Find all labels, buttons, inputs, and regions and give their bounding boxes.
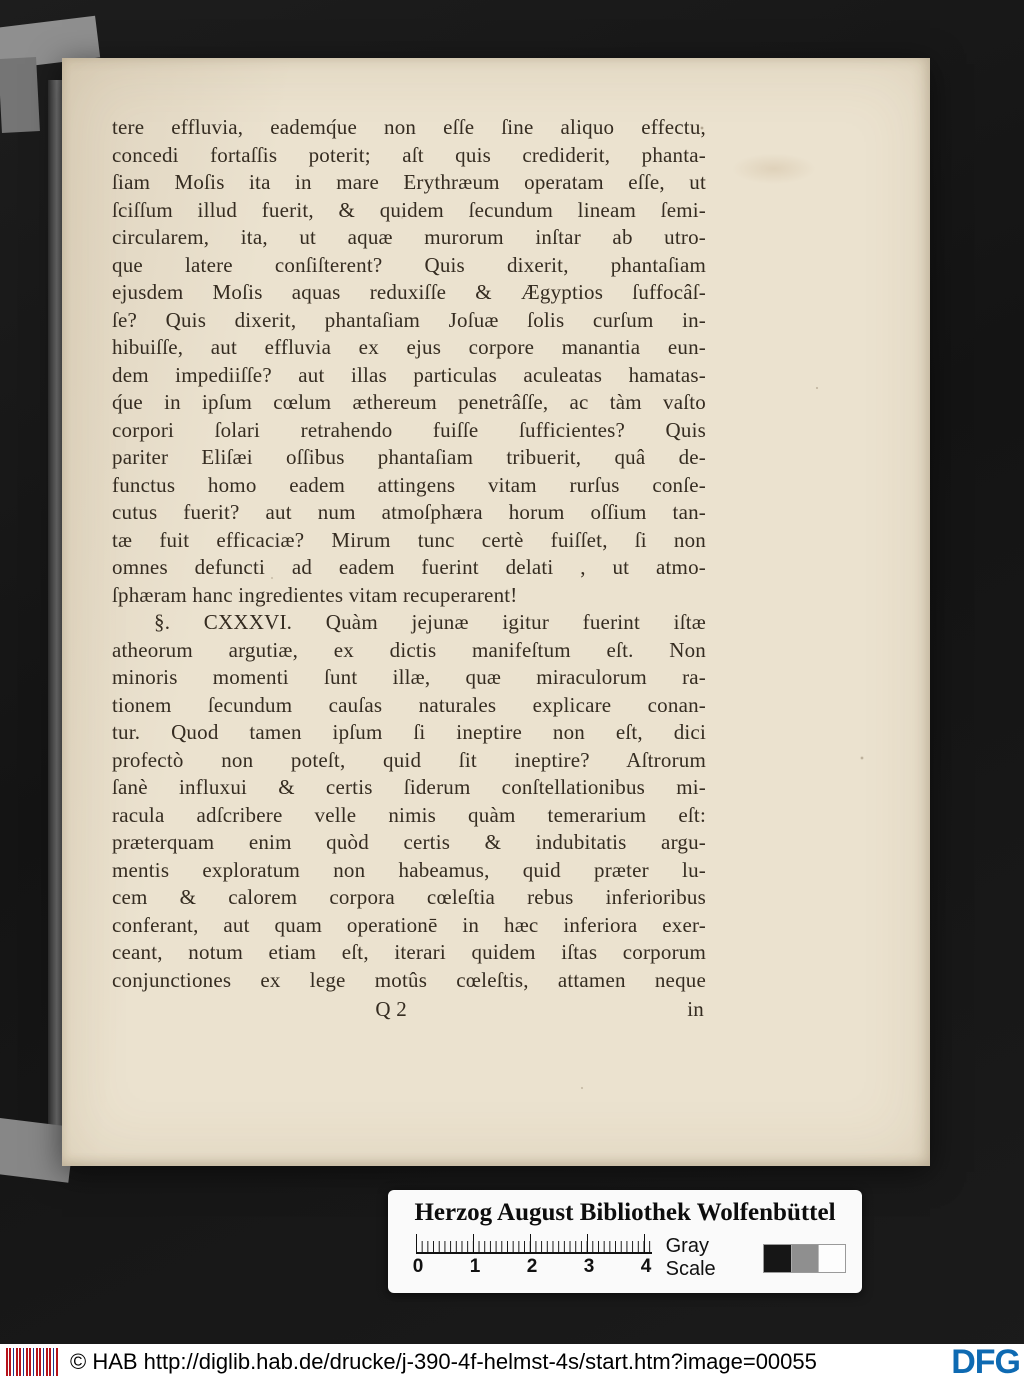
hab-barcode-icon [6,1348,58,1376]
text-line: ſanè influxui & certis ſiderum conſtellationibus mi- [112,775,706,799]
text-line: ſciſſum illud fuerit, & quidem ſecundum lineam ſemi- [112,197,706,222]
copyright-url: © HAB http://diglib.hab.de/drucke/j-390-4f-helmst-4s/start.htm?image=00055 [70,1349,817,1374]
ruler-number: 2 [526,1256,538,1277]
text-line: ſphæram hanc ingredientes vitam recuperarent! [112,582,518,607]
dfg-logo: DFG [951,1342,1020,1380]
gray-scale-label: Gray Scale [665,1235,716,1280]
text-line: racula adſcribere velle nimis quàm temerarium eſt: [112,802,706,827]
text-line: concedi fortaſſis poterit; aſt quis crediderit, phanta- [112,142,706,167]
calibration-card [388,1190,862,1293]
text-line: tur. Quod tamen ipſum ſi ineptire non eſt, dici [112,720,706,744]
text-line: corpori ſolari retrahendo fuiſſe ſufficientes? Quis [112,417,706,442]
underlying-page-edge [0,57,40,133]
text-line: conferant, aut quam operationē in hæc inferiora exer- [112,912,706,937]
ruler-number: 1 [469,1256,481,1277]
signature-row [112,996,706,1024]
text-line: que latere conſiſterent? Quis dixerit, phantaſiam [112,252,706,277]
swatch-black [764,1245,791,1272]
text-line: cutus fuerit? aut num atmoſphæra horum oſſium tan- [112,500,706,524]
text-line: q́ue in ipſum cœlum æthereum penetrâſſe, ac tàm vaſto [112,390,706,414]
text-line: profectò non poteſt, quid ſit ineptire? Aſtrorum [112,747,706,772]
text-line: tere effluvia, eademq́ue non eſſe ſine aliquo effectu, [112,115,706,139]
text-line: conjunctiones ex lege motûs cœleſtis, attamen neque [112,967,706,992]
text-line: dem impediiſſe? aut illas particulas aculeatas hamatas- [112,362,706,387]
ruler [412,1234,652,1280]
text-line: functus homo eadem attingens vitam rurſus conſe- [112,472,706,497]
swatch-gray [791,1245,818,1272]
catchword: in [687,997,704,1021]
library-name: Herzog August Bibliothek Wolfenbüttel [414,1199,836,1226]
text-line: præterquam enim quòd certis & indubitatis argu- [112,830,706,854]
text-line: ejusdem Moſis aquas reduxiſſe & Ægyptios ſuffocâſ- [112,280,706,304]
text-line: minoris momenti ſunt illæ, quæ miraculorum ra- [112,665,706,689]
text-line: tionem ſecundum cauſas naturales explicare conan- [112,692,706,717]
text-line: circularem, ita, ut aquæ murorum inſtar ab utro- [112,225,706,249]
text-line: ceant, notum etiam eſt, iterari quidem iſtas corporum [112,940,706,964]
ruler-number: 3 [583,1256,595,1277]
text-line: ſe? Quis dixerit, phantaſiam Joſuæ ſolis curſum in- [112,307,706,332]
ruler-numbers [412,1256,652,1280]
text-line: hibuiſſe, aut effluvia ex ejus corpore manantia eun- [112,335,706,359]
gray-scale-swatches [763,1244,846,1273]
section-heading-line: §. CXXXVI. Quàm jejunæ igitur fuerint iſtæ [154,610,706,634]
ruler-ticks [416,1234,652,1254]
text-line: mentis exploratum non habeamus, quid præter lu- [112,857,706,882]
page-text-block [112,114,706,1024]
calibration-row [404,1234,846,1281]
attribution-bar [0,1344,1024,1380]
ruler-number: 0 [412,1256,424,1277]
text-line: atheorum argutiæ, ex dictis manifeſtum eſt. Non [112,637,706,662]
text-line: cem & calorem corpora cœleſtia rebus inferioribus [112,885,706,909]
text-line: ſiam Moſis ita in mare Erythræum operatam eſſe, ut [112,170,706,194]
gray-scale [666,1235,846,1281]
text-line: pariter Eliſæi oſſibus phantaſiam tribuerit, quâ de- [112,445,706,469]
text-line: omnes defuncti ad eadem fuerint delati , ut atmo- [112,555,706,579]
swatch-white [818,1245,845,1272]
ruler-number: 4 [640,1256,652,1277]
quire-signature: Q 2 [375,997,407,1021]
scanned-page [62,58,930,1166]
text-line: tæ fuit efficaciæ? Mirum tunc certè fuiſſet, ſi non [112,527,706,552]
